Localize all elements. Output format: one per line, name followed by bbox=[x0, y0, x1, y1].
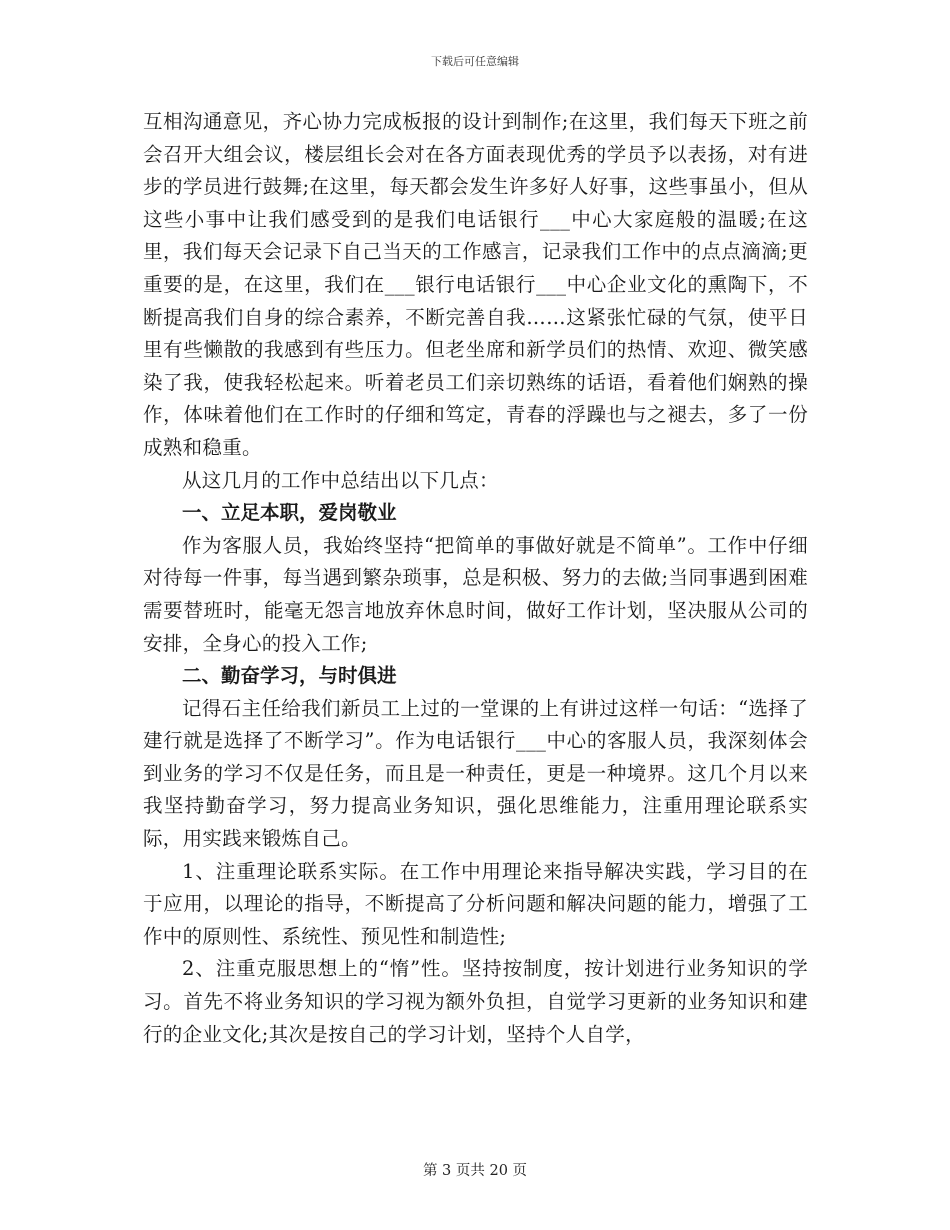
page-footer: 第 3 页共 20 页 bbox=[422, 1163, 528, 1179]
paragraph-5: 1、注重理论联系实际。在工作中用理论来指导解决实践，学习目的在于应用，以理论的指导，不断提高了分析问题和解决问题的能力，增强了工作中的原则性、系统性、预见性和制造性; bbox=[143, 859, 808, 948]
paragraph-2: 从这几月的工作中总结出以下几点： bbox=[182, 468, 499, 492]
paragraph-3: 作为客服人员，我始终坚持“把简单的事做好就是不简单”。工作中仔细对待每一件事，每当遇到繁杂琐事，总是积极、努力的去做;当同事遇到困难需要替班时，能毫无怨言地放弃休息时间，做好工作计划，坚决服从公司的安排，全身心的投入工作; bbox=[143, 533, 808, 655]
section-heading-2: 二、勤奋学习，与时俱进 bbox=[182, 664, 397, 688]
paragraph-6: 2、注重克服思想上的“惰”性。坚持按制度，按计划进行业务知识的学习。首先不将业务知识的学习视为额外负担，自觉学习更新的业务知识和建行的企业文化;其次是按自己的学习计划，坚持个人自学， bbox=[143, 957, 808, 1046]
page-header: 下载后可任意编辑 bbox=[431, 55, 519, 68]
paragraph-1: 互相沟通意见，齐心协力完成板报的设计到制作;在这里，我们每天下班之前会召开大组会议，楼层组长会对在各方面表现优秀的学员予以表扬，对有进步的学员进行鼓舞;在这里，每天都会发生许多好人好事，这些事虽小，但从这些小事中让我们感受到的是我们电话银行___中心大家庭般的温暖;在这里，我们每天会记录下自己当天的工作感言，记录我们工作中的点点滴滴;更重要的是，在这里，我们在___银行电话银行___中心企业文化的熏陶下，不断提高我们自身的综合素养，不断完善自我……这紧张忙碌的气氛，使平日里有些懒散的我感到有些压力。但老坐席和新学员们的热情、欢迎、微笑感染了我，使我轻松起来。听着老员工们亲切熟练的话语，看着他们娴熟的操作，体味着他们在工作时的仔细和笃定，青春的浮躁也与之褪去，多了一份成熟和稳重。 bbox=[143, 110, 808, 459]
section-heading-1: 一、立足本职，爱岗敬业 bbox=[182, 501, 397, 525]
document-body bbox=[143, 106, 808, 1051]
paragraph-4: 记得石主任给我们新员工上过的一堂课的上有讲过这样一句话：“选择了建行就是选择了不断学习”。作为电话银行___中心的客服人员，我深刻体会到业务的学习不仅是任务，而且是一种责任，更是一种境界。这几个月以来我坚持勤奋学习，努力提高业务知识，强化思维能力，注重用理论联系实际，用实践来锻炼自己。 bbox=[143, 696, 808, 851]
